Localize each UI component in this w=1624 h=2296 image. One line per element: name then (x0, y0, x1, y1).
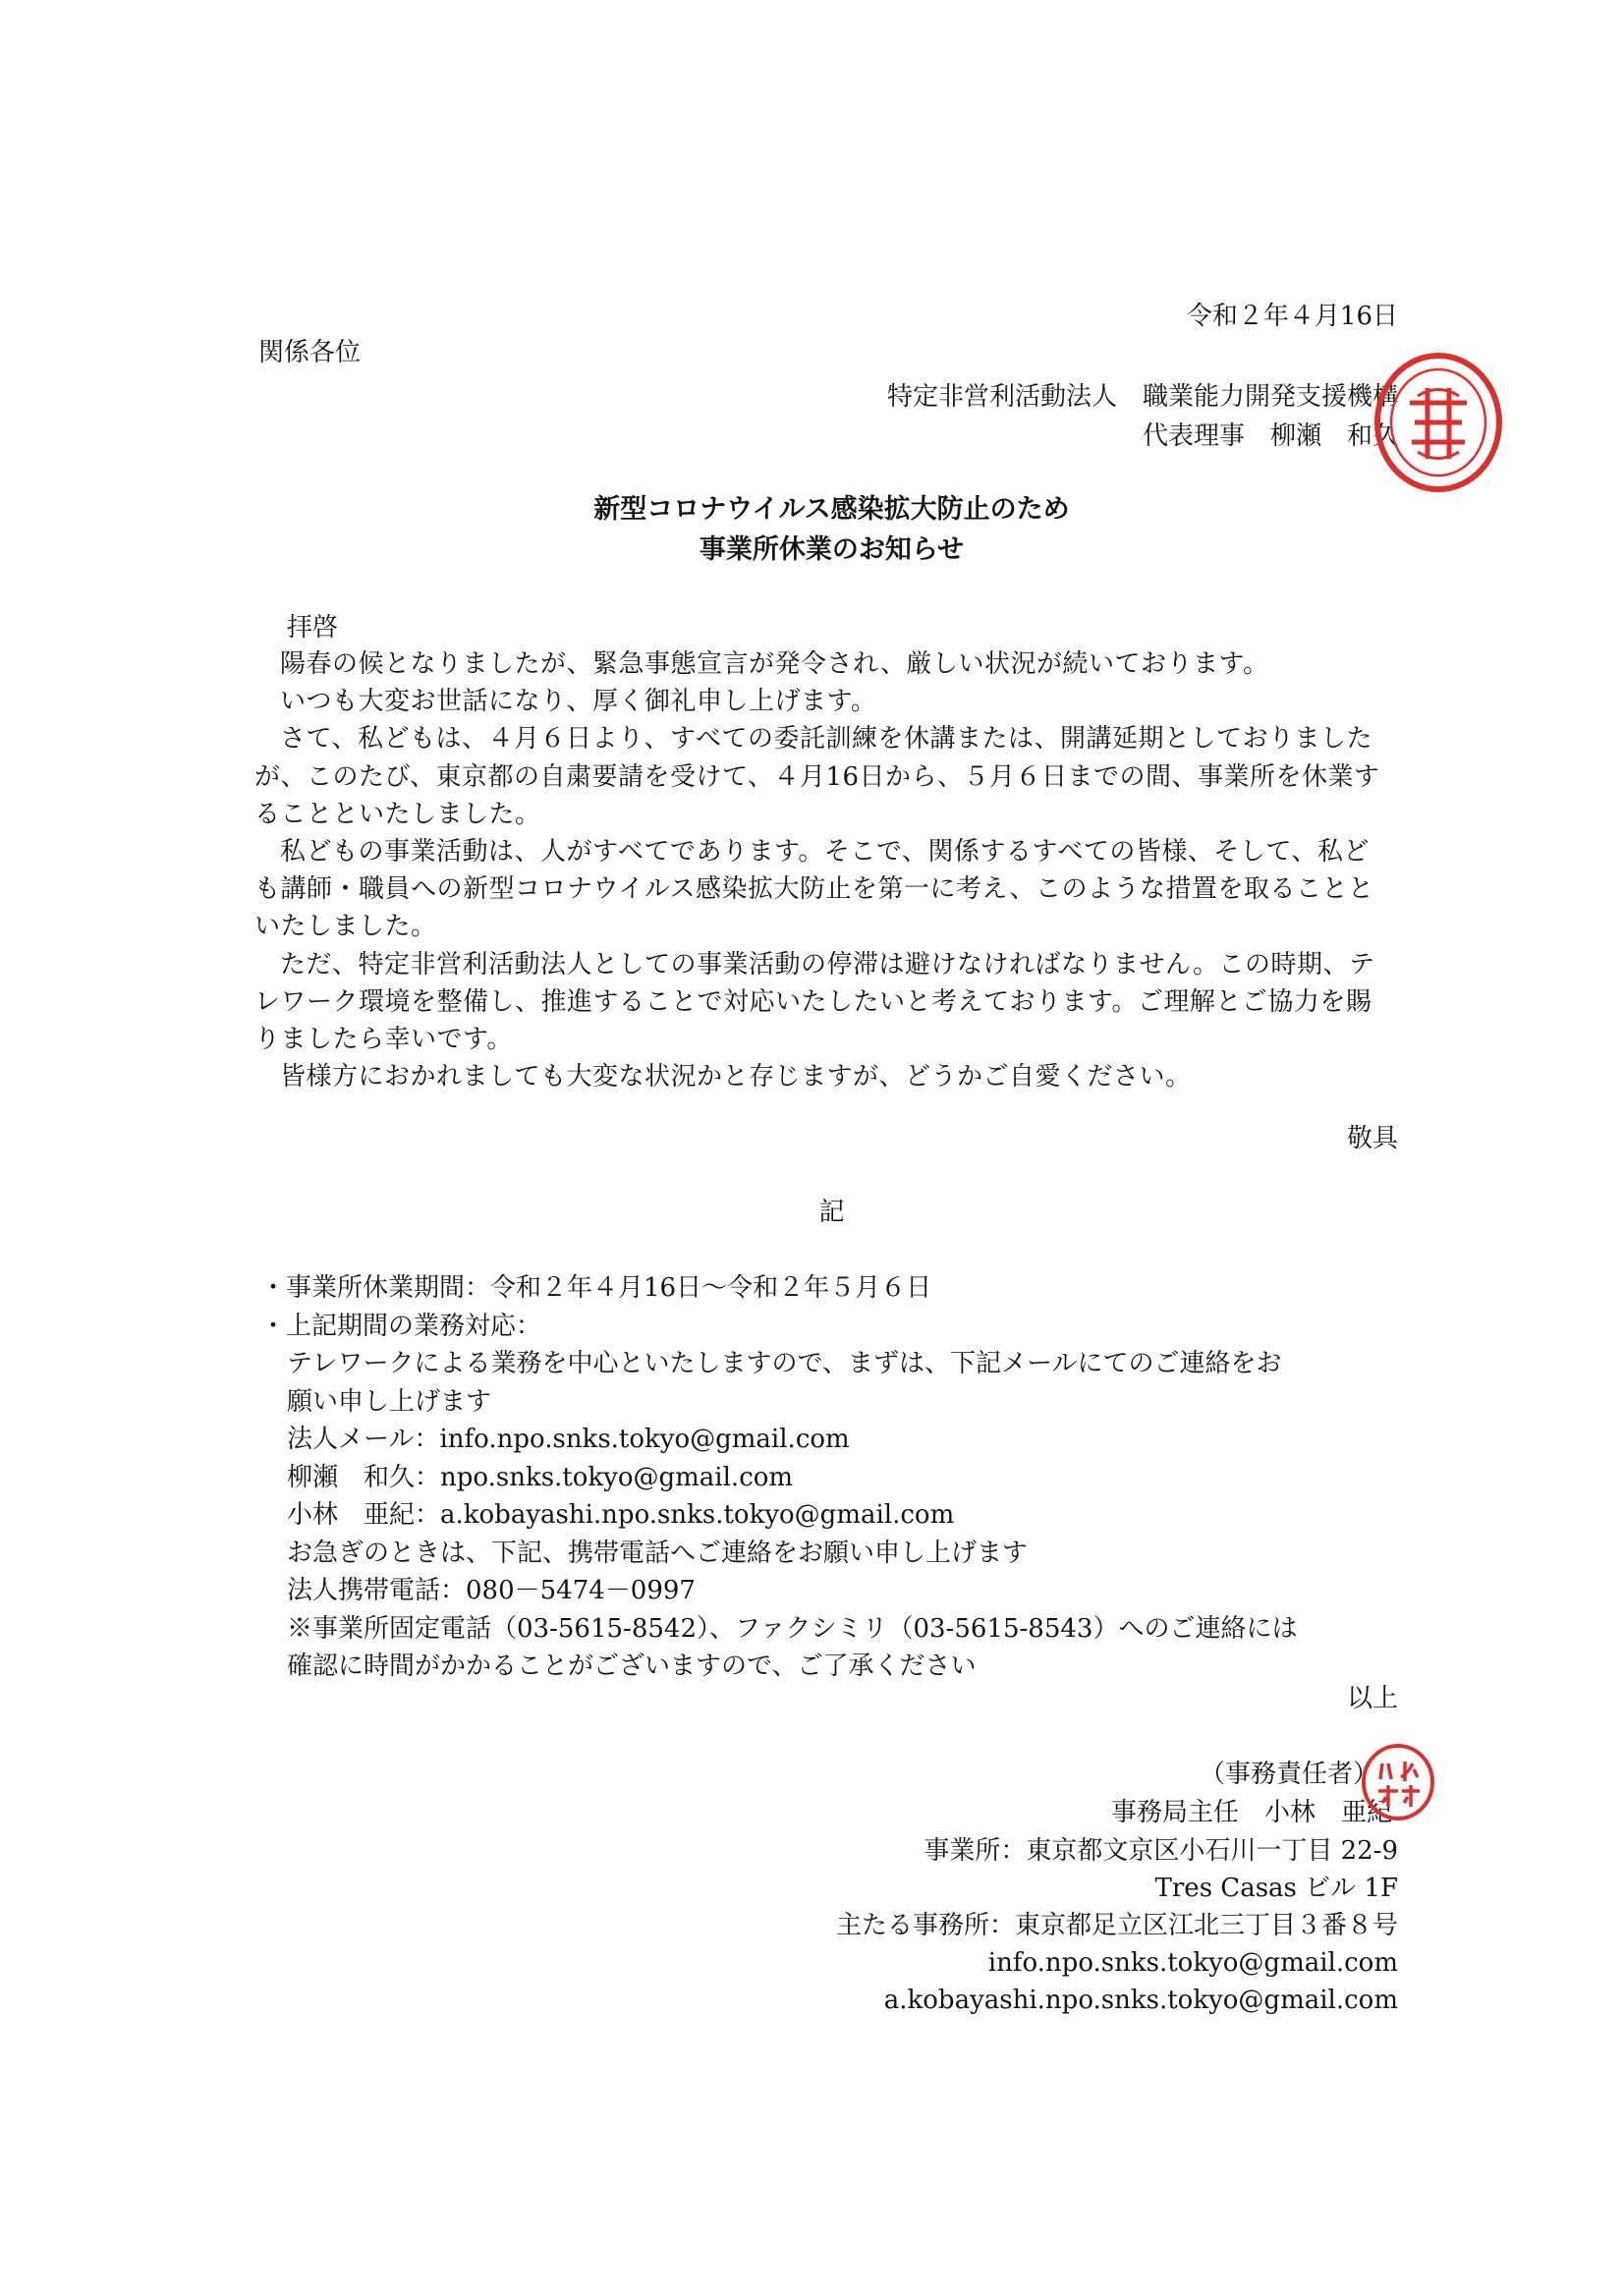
notice-title-line2: 事業所休業のお知らせ (699, 534, 965, 565)
representative-seal-stamp (1371, 349, 1506, 496)
handling-label: ・上記期間の業務対応： (260, 1311, 542, 1341)
greeting-close: 敬具 (1346, 1124, 1398, 1153)
body-paragraph: いつも大変お世話になり、厚く御礼申し上げます。 (280, 687, 877, 717)
responsible-label: （事務責任者） (1199, 1760, 1378, 1789)
body-paragraph: 皆様方におかれましても大変な状況かと存じますが、どうかご自愛ください。 (280, 1062, 1192, 1092)
body-paragraph: さて、私どもは、４月６日より、すべての委託訓練を休講または、開講延期としておりましたが、このたび、東京都の自粛要請を受けて、４月16日から、５月６日までの間、事業所を休業することといたしました。 (254, 724, 1380, 829)
closure-period: ・事業所休業期間：令和２年４月16日〜令和２年５月６日 (260, 1273, 932, 1303)
ijou-closing: 以上 (1346, 1684, 1398, 1713)
office-building: Tres Casas ビル 1F (1154, 1874, 1398, 1903)
body-paragraph: ただ、特定非営利活動法人としての事業活動の停滞は避けなければなりません。この時期、テレワーク環境を整備し、推進することで対応いたしたいと考えております。ご理解とご協力を賜りましたら幸いです。 (254, 949, 1375, 1055)
body-paragraphs (254, 645, 1384, 1095)
personal-seal-stamp (1359, 1742, 1437, 1822)
kobayashi-email: 小林 亜紀：a.kobayashi.npo.snks.tokyo@gmail.com (287, 1500, 955, 1530)
footer-email-2: a.kobayashi.npo.snks.tokyo@gmail.com (883, 1986, 1398, 2015)
corp-mobile-phone: 法人携帯電話：080－5474－0997 (287, 1576, 696, 1605)
main-office-address: 主たる事務所：東京都足立区江北三丁目３番８号 (835, 1911, 1398, 1940)
handling-text-line2: 願い申し上げます (287, 1386, 492, 1417)
fixed-phone-note-line1: ※事業所固定電話（03-5615-8542）、ファクシミリ（03-5615-8543）へのご連絡には (287, 1613, 1298, 1644)
notice-title-line1: 新型コロナウイルス感染拡大防止のため (593, 494, 1070, 525)
footer-email-1: info.npo.snks.tokyo@gmail.com (987, 1948, 1398, 1978)
corp-email: 法人メール：info.npo.snks.tokyo@gmail.com (287, 1425, 850, 1454)
addressee: 関係各位 (258, 338, 362, 367)
responsible-person: 事務局主任 小林 亜紀 (1110, 1798, 1392, 1827)
letter-date: 令和２年４月16日 (1186, 302, 1398, 331)
urgent-contact-text: お急ぎのときは、下記、携帯電話へご連絡をお願い申し上げます (287, 1538, 1029, 1568)
handling-details (287, 1345, 1297, 1686)
details-list (260, 1269, 931, 1345)
ki-heading: 記 (818, 1198, 845, 1227)
handling-text-line1: テレワークによる業務を中心といたしますので、まずは、下記メールにてのご連絡をお (287, 1349, 1282, 1378)
sender-representative: 代表理事 柳瀬 和久 (1142, 421, 1398, 451)
fixed-phone-note-line2: 確認に時間がかかることがございますので、ご了承ください (287, 1652, 977, 1681)
body-paragraph: 私どもの事業活動は、人がすべてであります。そこで、関係するすべての皆様、そして、私ども講師・職員への新型コロナウイルス感染拡大防止を第一に考え、このような措置を取ることといたしました。 (254, 837, 1374, 942)
sender-organization: 特定非営利活動法人 職業能力開発支援機構 (886, 382, 1398, 412)
greeting-open: 拝啓 (287, 613, 339, 643)
office-address: 事業所：東京都文京区小石川一丁目 22-9 (924, 1836, 1398, 1866)
yanase-email: 柳瀬 和久：npo.snks.tokyo@gmail.com (287, 1462, 794, 1492)
body-paragraph: 陽春の候となりましたが、緊急事態宣言が発令され、厳しい状況が続いております。 (280, 649, 1269, 679)
